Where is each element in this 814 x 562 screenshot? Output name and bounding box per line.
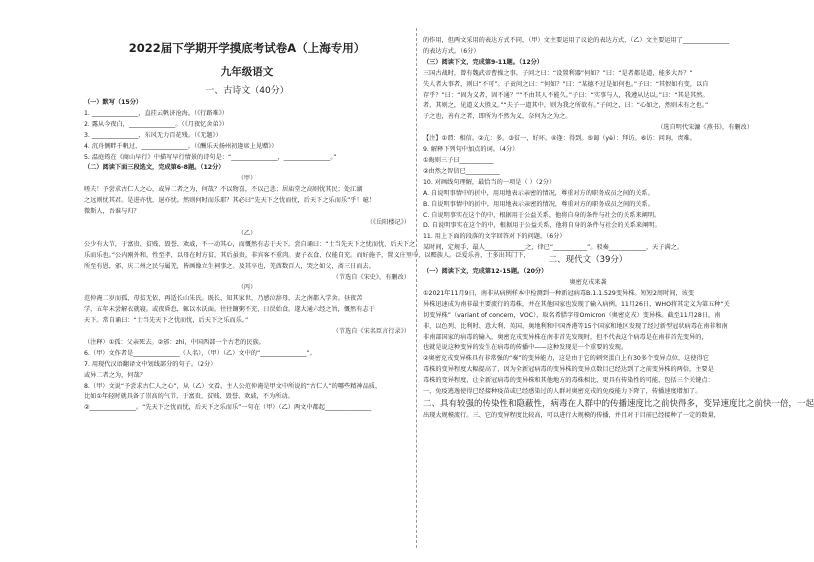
right-line: ①2021年11月9日，南非从病例样本中检测到一种新冠病毒B.1.1.529变异株。短短2周时间，该变 bbox=[423, 289, 695, 297]
right-line: ①晦则三子曰___________ bbox=[423, 156, 494, 164]
right-line: 也就是说这种变异的发生在病毒的传播中——这种发现是一个重要的发现。 bbox=[423, 344, 628, 352]
right-line: 非南部国家的病毒的输入，奥密克戎变异株在南非首先发现时，但不代表这个病毒是在南非首先变异的， bbox=[423, 333, 708, 341]
right-line: ②奥密克戎变异株具有非常强的“奏”的变异能力，这是由于它的刺突蛋白上有30多个变异点位，这使得它 bbox=[423, 355, 709, 363]
left-line: 学，五年未尝解衣就寝。或夜昏怠，辄以水沃面。往往饘粥不充，日昃始食。遂大通六经之旨，慨然有志于 bbox=[84, 306, 375, 314]
right-line: 失人者大事者，则曰“不可”。子贡问之曰：“何如？”曰：“某德不过是如何也。”子曰：“其恨如有变，以自 bbox=[423, 80, 709, 88]
left-line: （一）默写（15分） bbox=[84, 99, 143, 106]
right-line: 10. 对画线句理解，最恰当的一项是（ ）（2分） bbox=[423, 178, 556, 186]
right-line: B. 自说明事情中的折中，用用地表示亲密的情况，尊重对方的职务成员之间的关系。 bbox=[423, 200, 654, 208]
right-line: 异株迅速成为南非最主要流行的毒株，并在其他国家也发现了输入病例。11月26日，WHO将其定义为第五种“关 bbox=[423, 300, 730, 308]
right-line: 11. 用上下面的段落的文字回答对下的问题。（6分） bbox=[423, 233, 566, 241]
right-line: 三国古战时，曾有魏武帝曹操之事。子问之曰：“设置利器”何如？”曰：“是者都是道，能多大吾？” bbox=[423, 69, 693, 77]
right-line: 9. 解释下列句中加点的词。（4分） bbox=[423, 146, 519, 154]
left-line: 8.（甲）文说“予尝求古仁人之心”，从（乙）文看，主人公范仲淹是甲文中所说的“古仁人”的哪些精神品质， bbox=[84, 382, 382, 390]
left-line: 或异二者之为，何哉？ bbox=[84, 371, 146, 379]
right-line: 【注】①谓：相信。②亢：多。③贫一，好坏。④逢：得到。⑤谒（yè）：拜访。⑥访：问询，责难。 bbox=[423, 135, 696, 143]
exam-title: 2022届下学期开学摸底考试卷A（上海专用） bbox=[128, 41, 366, 55]
right-line: 一、免疫逃逸使得已经接种疫苗或已经感染过的人群对奥密克戎的免疫能力下降了，传播速度增加了。 bbox=[423, 388, 702, 396]
right-line: C. 自说明事实在这个的中，根据用于公益关系，他将自身的条件与社会的关系来阐明。 bbox=[423, 211, 661, 219]
right-line: 二、现代文（39分） bbox=[548, 255, 628, 266]
right-text-block bbox=[423, 36, 814, 422]
left-line: 比如①年轻时就具备了崇高的气节，于富贵、贫贱、毁誉、欢戚，不为所动。 bbox=[84, 393, 294, 401]
left-line: （丙） bbox=[237, 284, 257, 292]
left-line: 天下。常自诵曰：“士当先天下之忧而忧，后天下之乐而乐。” bbox=[84, 317, 249, 325]
right-line: （一）阅读下文，完成第12-15题。（20分） bbox=[423, 268, 548, 276]
section-heading: 一、古诗文（40分） bbox=[205, 86, 289, 96]
left-line: 6.（甲）文作者是_______________（人名），（甲）（乙）文中的“_______________”。 bbox=[84, 349, 316, 357]
left-line: 5. 温庭筠在《商山早行》中描写早行情景的诗句是：“_______________，_______________。” bbox=[84, 153, 337, 161]
right-column bbox=[423, 0, 814, 422]
right-line: （选自明代宋濂《燕书》，有删改） bbox=[657, 124, 753, 132]
right-line: 二、具有较强的传染性和隐蔽性，病毒在人群中的传播速度比之前快得多，变异速度比之前快一倍，一起 bbox=[423, 399, 814, 409]
left-line: （节选自《宋史》，有删改） bbox=[332, 273, 410, 281]
right-line: 奥密克戎来袭 bbox=[569, 279, 607, 287]
right-line: 非、以色列、比利时、意大利、英国、奥地利和中国香港等15个国家和地区发现了经过新型冠状病毒在南非和南 bbox=[423, 322, 728, 330]
left-line: 公少有大节，于富贵、贫贱、毁誉、欢戚，不一动其心，而慨然有志于天下。尝自诵曰：“士当先天下之忧而忧，后天下之 bbox=[84, 240, 416, 248]
left-line: 2. 露从今夜白，_______________。（《月夜忆舍弟》） bbox=[84, 120, 228, 128]
left-line: （注释）①孤：父亲死去。②邠：zhì，中国西部一个古老的民族。 bbox=[84, 338, 265, 346]
left-line: （节选自《宋名臣言行录》） bbox=[332, 328, 410, 336]
right-line: （三）阅读下文，完成第9-11题。（12分） bbox=[423, 58, 543, 66]
right-line: ②由然之智信已___________ bbox=[423, 167, 500, 175]
right-line: 切变异株”（variant of concern，VOC），取名希腊字母Omicron（奥密克戎）变异株。截至11月28日，南 bbox=[423, 311, 721, 319]
left-line: 3. _______________，东风无力百花残。（《无题》） bbox=[84, 131, 222, 139]
left-line: 嗟夫！予尝求古仁人之心，或异二者之为，何哉？不以物喜，不以己悲；居庙堂之高则忧其民；处江湖 bbox=[84, 186, 363, 194]
right-line: 子之也，善有之者，即所为不然为义，奈何为之为之。 bbox=[423, 113, 572, 121]
left-line: （乙） bbox=[237, 229, 257, 237]
left-line: （二）阅读下面三段选文，完成第6-8题。（12分） bbox=[84, 164, 225, 172]
right-line: 者，其则之，见道义大胜义。”“夫子一道其中，则为我之所欲有。”子问之，曰：“心如之，然则未有之也。” bbox=[423, 102, 709, 110]
left-line: ②_______________。“先天下之忧而忧，后天下之乐而乐”一句在（甲）（乙）两文中都起_______________ bbox=[84, 404, 372, 412]
right-line: A. 自说明事情中的折中，用用地表示亲密的情况，尊重对方的职务成员之间的关系。 bbox=[423, 189, 654, 197]
left-line: 之远则忧其君。是进亦忧，退亦忧。然则何时而乐耶？其必曰“先天下之忧而忧，后天下之乐而乐”乎！噫！ bbox=[84, 197, 376, 205]
right-line: 的作用，但两文采用的表达方式不同，（甲）文主要运用了议论的表达方式，（乙）文主要运用了_______________ bbox=[423, 37, 730, 44]
right-line: 的表达方式。（6分） bbox=[423, 47, 480, 55]
right-line: 某时间，定规手，最人_____________之，律已“___________”。驳奏____________，天子满之。 bbox=[423, 244, 684, 252]
right-line: D. 自说明事实在这个的中，根据用于公益关系，他将自身的条件与社会的关系来阐明。 bbox=[423, 222, 661, 230]
left-line: （甲） bbox=[237, 175, 257, 183]
left-line: 乐而乐也。”公内刚外和，性至孝，以母在时方贫，其后虽贵，非宾客不重肉。妻子衣食，仅能自充。而好施予，置义庄里中，以赡族人。泛爱乐善，士多出其门下， bbox=[84, 251, 530, 259]
left-line: 微斯人，吾谁与归？ bbox=[84, 208, 140, 216]
right-line: 出现大规模流行。三、它的变异程度比较高，可以进行大规模的传播，并且对于目前已经接种了一定的数量， bbox=[423, 412, 720, 419]
left-line: 所至有恩，邠、庆二州之民与属羌，皆画像立生祠事之。及其卒也，羌酋数百人，哭之如父，斋三日而去。 bbox=[84, 262, 375, 270]
left-line: 7. 用现代汉语翻译文中划线部分的句子。（2分） bbox=[84, 360, 217, 368]
left-line: 范仲淹二岁而孤，母贫无依，再适长山朱氏。既长，知其家世，乃感泣辞母，去之南都入学舍。昼夜苦 bbox=[84, 295, 363, 303]
right-line: 毒株的变异程度大幅提高了，因为全新冠病毒的变异株的变异点数目已经达到了之前变异株的两倍，主要是 bbox=[423, 366, 714, 374]
right-line: 存乎？”曰：“固为义者，固不通？”“不由其人不能久。”子曰：“实事与人，我遵从达以。”曰：“其是其然。 bbox=[423, 91, 709, 99]
left-line: 4. 沉舟侧畔千帆过，_______________。（《酬乐天扬州初逢席上见赠》） bbox=[84, 142, 278, 150]
left-line: （《岳阳楼记》） bbox=[366, 218, 410, 226]
right-line: 毒株的变异程度，让全新冠病毒的变异株和其他地方的毒株相比，更具有传染性的可能，包括三个关键点： bbox=[423, 377, 714, 385]
grade-subject: 九年级语文 bbox=[220, 66, 274, 78]
left-line: 1. _______________，直挂云帆济沧海。（《行路难》） bbox=[84, 109, 228, 117]
column-divider bbox=[416, 28, 417, 548]
